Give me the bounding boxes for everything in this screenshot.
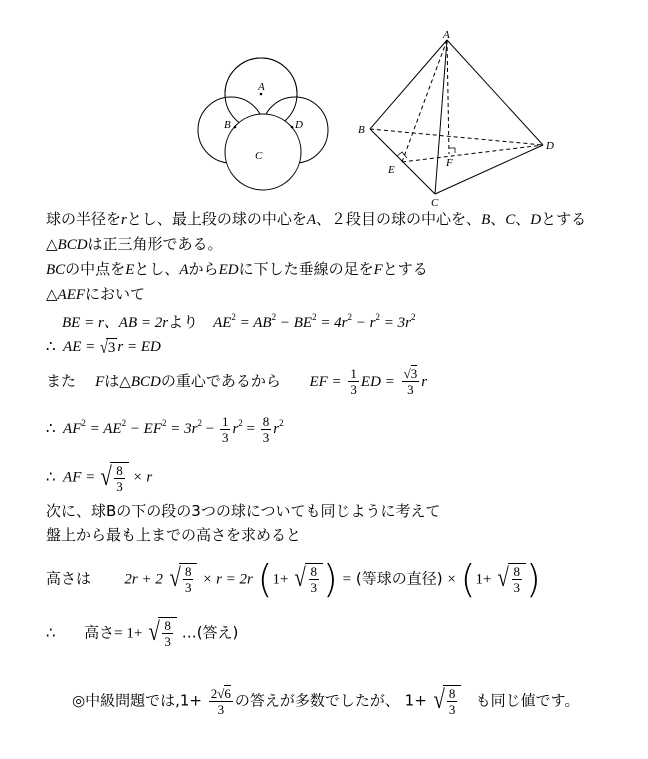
- label-b: B: [224, 119, 231, 131]
- line-2: △BCDは正三角形である。: [46, 235, 223, 253]
- line-9: ∴ AF = √ $\frac{8}{3}$ × r: [46, 462, 153, 494]
- label-a: A: [258, 81, 265, 93]
- line-3: BCの中点をEとし、AからEDに下した垂線の足をFとする: [46, 260, 428, 278]
- label-d: D: [546, 140, 554, 152]
- tetrahedron-figure: [350, 28, 570, 210]
- line-1: 球の半径をrとし、最上段の球の中心をA、２段目の球の中心を、B、C、Dとする: [46, 210, 587, 228]
- line-13: ∴ 高さ= 1+ √ $\frac{8}{3}$ …(答え): [46, 617, 239, 649]
- sqrt-eight-thirds: √ $\frac{8}{3}$: [432, 685, 462, 717]
- line-5: BE = r、AB = 2rより $AE^2 = AB^2 - BE^2 = 4r^2 - r^2 = 3r^2$: [62, 312, 416, 331]
- fraction-one-third: $\frac{1}{3}$: [350, 366, 357, 397]
- label-d: D: [295, 119, 303, 131]
- line-12: 高さは 2r + 2 √ $\frac{8}{3}$ × r = 2r (1+ √ $\frac{8}{3}$ ) = (等球の直径) × (1+ √ $\frac{8}{3}$ ): [46, 557, 541, 601]
- sqrt-eight-thirds: √ $\frac{8}{3}$: [99, 462, 129, 494]
- dot-d: [291, 126, 294, 129]
- line-4: △AEFにおいて: [46, 285, 146, 303]
- sqrt-eight-thirds: √ $\frac{8}{3}$: [168, 563, 198, 595]
- label-b: B: [358, 124, 365, 136]
- label-c: C: [255, 150, 263, 162]
- line-8: ∴ $AF^2 = AE^2 - EF^2 = 3r^2$ − $\frac{1}{3}$ $r^2$ = $\frac{8}{3}$ $r^2$: [46, 414, 284, 445]
- label-f: F: [446, 157, 453, 169]
- label-e: E: [388, 164, 395, 176]
- fraction-one-third: $\frac{1}{3}$: [221, 414, 229, 445]
- sqrt-3: √ 3: [99, 337, 116, 358]
- label-a: A: [443, 29, 450, 41]
- sqrt-eight-thirds: √ $\frac{8}{3}$: [147, 617, 177, 649]
- fraction-2sqrt6-over-3: $\frac{2√6}{3}$: [210, 685, 231, 717]
- fraction-sqrt3-over-3: $\frac{√3}{3}$: [403, 366, 418, 397]
- line-14: ◎中級問題では,1+ $\frac{2√6}{3}$ の答えが多数でしたが、 1+ √ $\frac{8}{3}$ も同じ値です。: [72, 685, 580, 717]
- line-7: また Fは△BCDの重心であるから EF = $\frac{1}{3}$ ED = $\frac{√3}{3}$ r: [46, 366, 428, 397]
- line-6: ∴ AE = √ 3 r = ED: [46, 337, 161, 358]
- line-10: 次に、球Bの下の段の3つの球についても同じように考えて: [46, 502, 441, 520]
- line-11: 盤上から最も上までの高さを求めると: [46, 526, 302, 544]
- label-c: C: [431, 197, 439, 209]
- dot-b: [234, 126, 237, 129]
- four-circles-figure: [195, 52, 340, 202]
- circle-center: [225, 114, 301, 190]
- fraction-eight-thirds: $\frac{8}{3}$: [262, 414, 270, 445]
- dot-a: [260, 93, 263, 96]
